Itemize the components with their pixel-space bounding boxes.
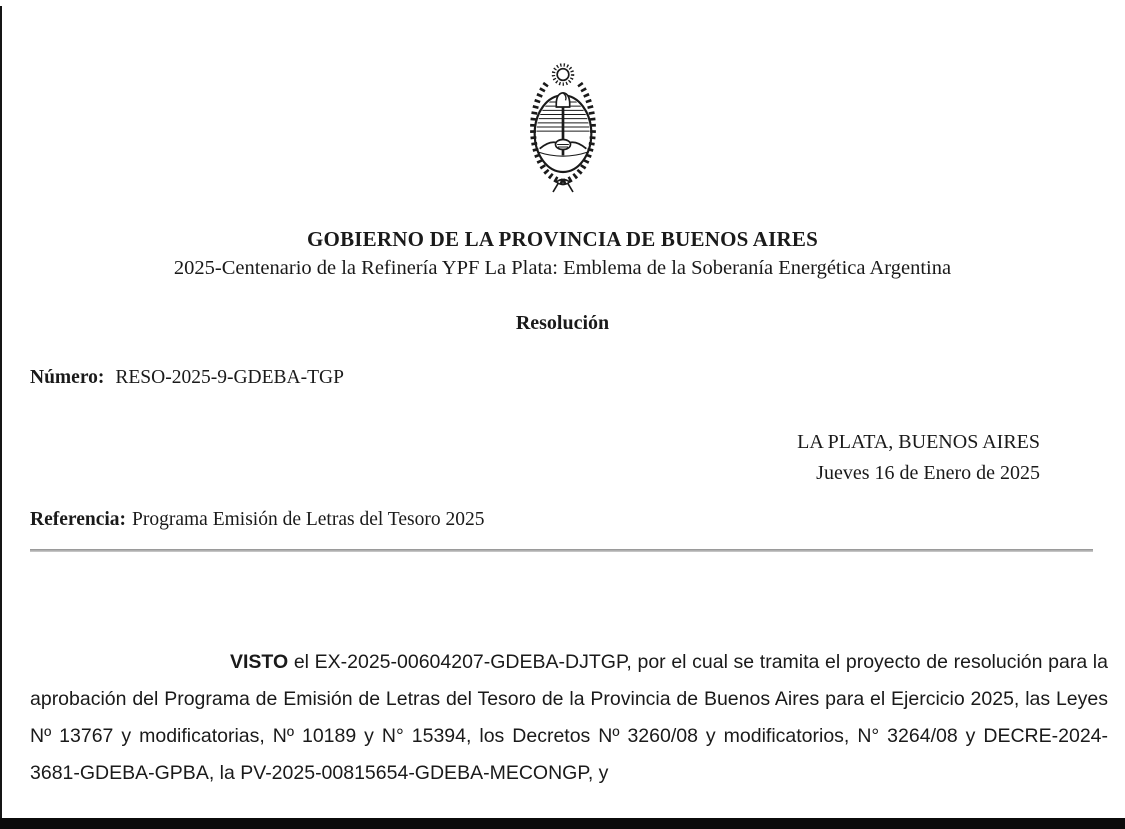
year-slogan: 2025-Centenario de la Refinería YPF La Plata: Emblema de la Soberanía Energética Argentina bbox=[173, 257, 952, 279]
page-bottom-border bbox=[0, 818, 1125, 829]
document-type-title: Resolución bbox=[515, 312, 610, 334]
reference-row bbox=[30, 509, 484, 531]
number-value: RESO-2025-9-GDEBA-TGP bbox=[115, 367, 344, 388]
place-line: LA PLATA, BUENOS AIRES bbox=[797, 431, 1040, 453]
organization-name: GOBIERNO DE LA PROVINCIA DE BUENOS AIRES bbox=[307, 227, 818, 251]
page-left-border bbox=[0, 6, 2, 829]
reference-value: Programa Emisión de Letras del Tesoro 2025 bbox=[132, 509, 485, 530]
visto-lead: VISTO bbox=[230, 651, 289, 673]
reference-label: Referencia: bbox=[30, 509, 127, 530]
place-date-block bbox=[797, 427, 1040, 489]
document-number-row bbox=[30, 367, 344, 389]
number-label: Número: bbox=[30, 367, 105, 388]
date-line: Jueves 16 de Enero de 2025 bbox=[816, 462, 1040, 484]
argentina-coat-of-arms-icon bbox=[513, 60, 613, 194]
visto-paragraph bbox=[30, 644, 1108, 792]
header-divider-rule bbox=[30, 549, 1093, 552]
visto-paragraph-text: el EX-2025-00604207-GDEBA-DJTGP, por el cual se tramita el proyecto de resolución para la aprobación del Programa de Emisión de Letras del Tesoro de la Provincia de Buenos Aires para el Ejercicio 2025, las Leyes Nº 13767 y modificatorias, Nº 10189 y N° 15394, los Decretos Nº 3260/08 y modificatorios, N° 3264/08 y DECRE-2024-3681-GDEBA-GPBA, la PV-2025-00815654-GDEBA-MECONGP, y bbox=[30, 651, 1108, 784]
resolution-body bbox=[30, 644, 1108, 792]
